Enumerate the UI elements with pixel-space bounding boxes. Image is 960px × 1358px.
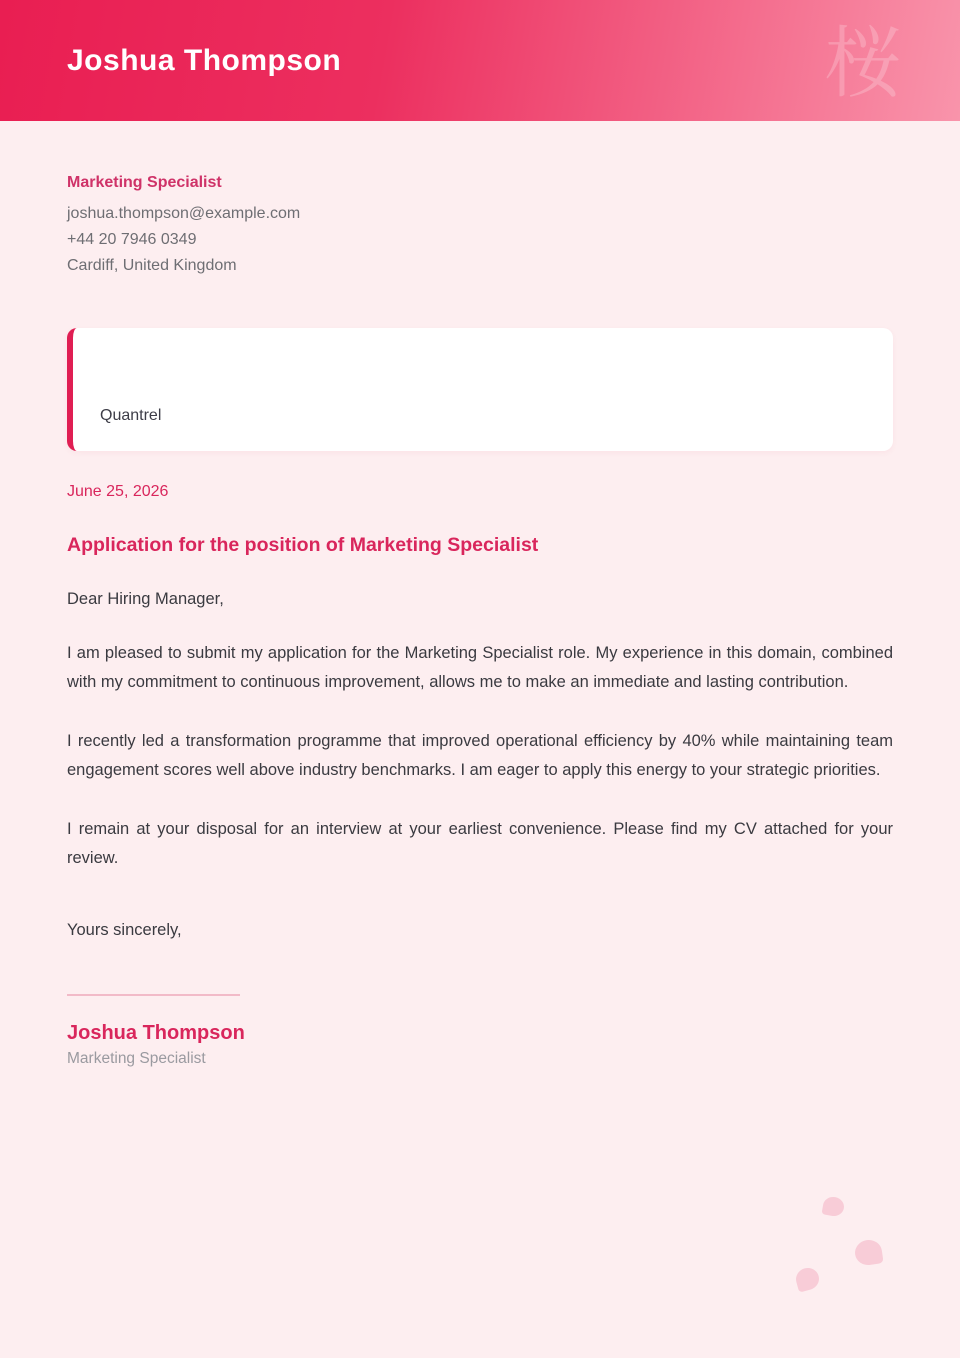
letter-paragraph: I recently led a transformation programme that improved operational efficiency by 40% while maintaining team engagement scores well above industry benchmarks. I am eager to apply this energy to your strategic priorities. (67, 732, 893, 779)
contact-email: joshua.thompson@example.com (67, 205, 301, 222)
letter-body (0, 174, 960, 1068)
letter-subject: Application for the position of Marketing Specialist (67, 534, 539, 556)
petal-decoration (853, 1238, 883, 1267)
closing-phrase: Yours sincerely, (67, 921, 182, 939)
signature-name: Joshua Thompson (67, 1022, 245, 1044)
sakura-watermark-glyph: 桜 (823, 18, 902, 109)
signature-title: Marketing Specialist (67, 1050, 206, 1067)
contact-phone: +44 20 7946 0349 (67, 231, 197, 248)
letter-paragraph: I am pleased to submit my application for the Marketing Specialist role. My experience in this domain, combined with my commitment to continuous improvement, allows me to make an immediate and lasting contribution. (67, 644, 893, 691)
petal-decoration (822, 1195, 846, 1217)
letter-date: June 25, 2026 (67, 483, 169, 500)
recipient-card (67, 328, 893, 451)
letter-header (0, 0, 960, 121)
contact-block (67, 174, 893, 279)
recipient-company-name: Quantrel (100, 407, 162, 424)
signature-divider (67, 994, 240, 996)
letter-paragraph: I remain at your disposal for an interview at your earliest convenience. Please find my CV attached for your review. (67, 820, 893, 867)
petal-decoration (794, 1265, 822, 1292)
contact-location: Cardiff, United Kingdom (67, 257, 237, 274)
salutation: Dear Hiring Manager, (67, 590, 224, 608)
contact-job-title: Marketing Specialist (67, 174, 222, 191)
applicant-name-heading: Joshua Thompson (67, 43, 342, 77)
